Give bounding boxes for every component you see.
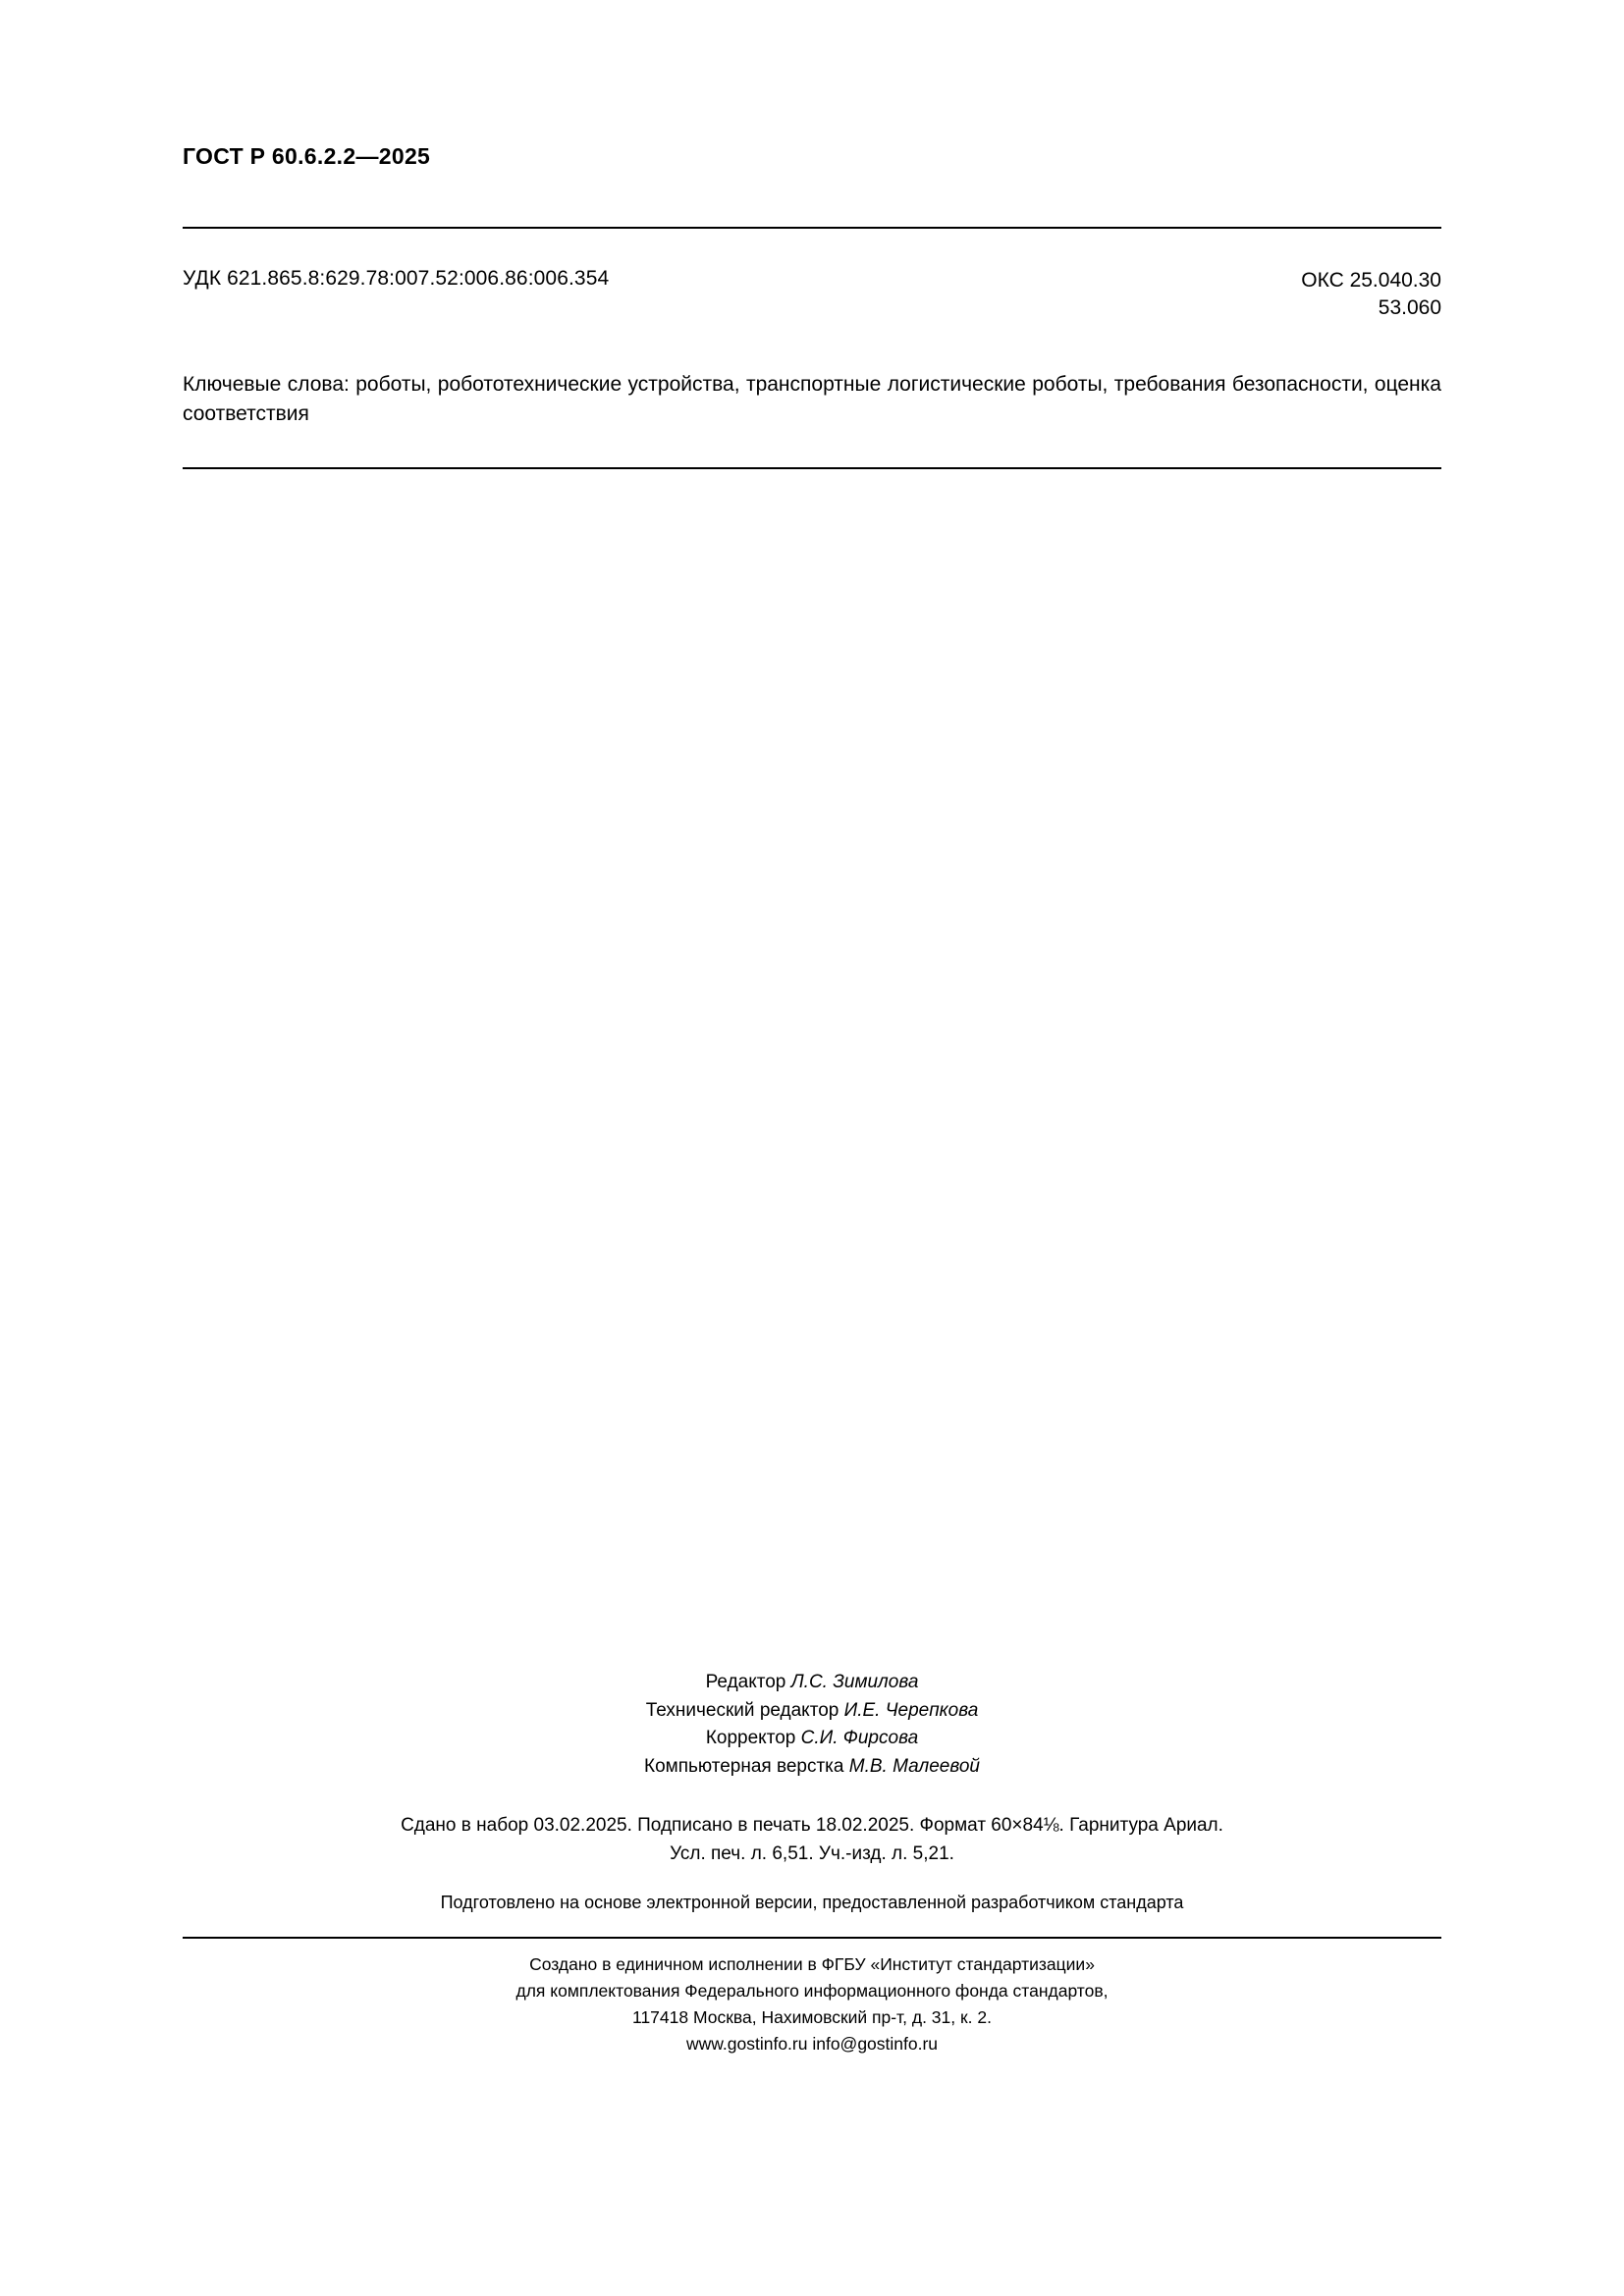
- credit-corrector: [0, 1725, 1624, 1753]
- credit-corrector-label: Корректор: [705, 1728, 801, 1748]
- credit-technical-editor-name: И.Е. Черепкова: [843, 1699, 979, 1721]
- credits-block: [0, 1669, 1624, 1781]
- credit-editor-label: Редактор: [705, 1672, 791, 1692]
- divider-top: [183, 227, 1441, 229]
- prepared-note: Подготовлено на основе электронной версии, предоставленной разработчиком стандарта: [440, 1893, 1184, 1912]
- footer-line-2: для комплектования Федерального информационного фонда стандартов,: [515, 1981, 1109, 2002]
- footer-block: [0, 1951, 1624, 2058]
- print-info-line-1: Сдано в набор 03.02.2025. Подписано в печать 18.02.2025. Формат 60×84⅛. Гарнитура Ариал.: [401, 1815, 1223, 1836]
- oks-code-secondary: 53.060: [1378, 296, 1441, 320]
- keywords-paragraph: Ключевые слова: роботы, робототехнические устройства, транспортные логистические роботы, требования безопасности, оценка соответствия: [183, 373, 1441, 426]
- print-info-block: [0, 1811, 1624, 1869]
- divider-bottom: [183, 1937, 1441, 1939]
- credit-layout-label: Компьютерная верстка: [644, 1755, 849, 1777]
- footer-line-1: Создано в единичном исполнении в ФГБУ «Институт стандартизации»: [529, 1954, 1095, 1974]
- credit-layout-name: М.В. Малеевой: [848, 1755, 980, 1777]
- credit-editor-name: Л.С. Зимилова: [790, 1672, 919, 1692]
- print-info-line-2: Усл. печ. л. 6,51. Уч.-изд. л. 5,21.: [670, 1843, 954, 1865]
- divider-middle: [183, 467, 1441, 469]
- credit-technical-editor: [0, 1697, 1624, 1726]
- standard-number: ГОСТ Р 60.6.2.2—2025: [183, 143, 431, 169]
- credit-corrector-name: С.И. Фирсова: [800, 1728, 919, 1748]
- footer-line-4: www.gostinfo.ru info@gostinfo.ru: [685, 2034, 939, 2055]
- udk-code: УДК 621.865.8:629.78:007.52:006.86:006.354: [183, 267, 610, 290]
- footer-line-3: 117418 Москва, Нахимовский пр-т, д. 31, к. 2.: [632, 2007, 992, 2028]
- oks-code-primary: ОКС 25.040.30: [1301, 269, 1441, 292]
- credit-editor: [0, 1669, 1624, 1697]
- credit-layout: [0, 1753, 1624, 1782]
- oks-codes: [1301, 267, 1441, 323]
- credit-technical-editor-label: Технический редактор: [645, 1699, 844, 1721]
